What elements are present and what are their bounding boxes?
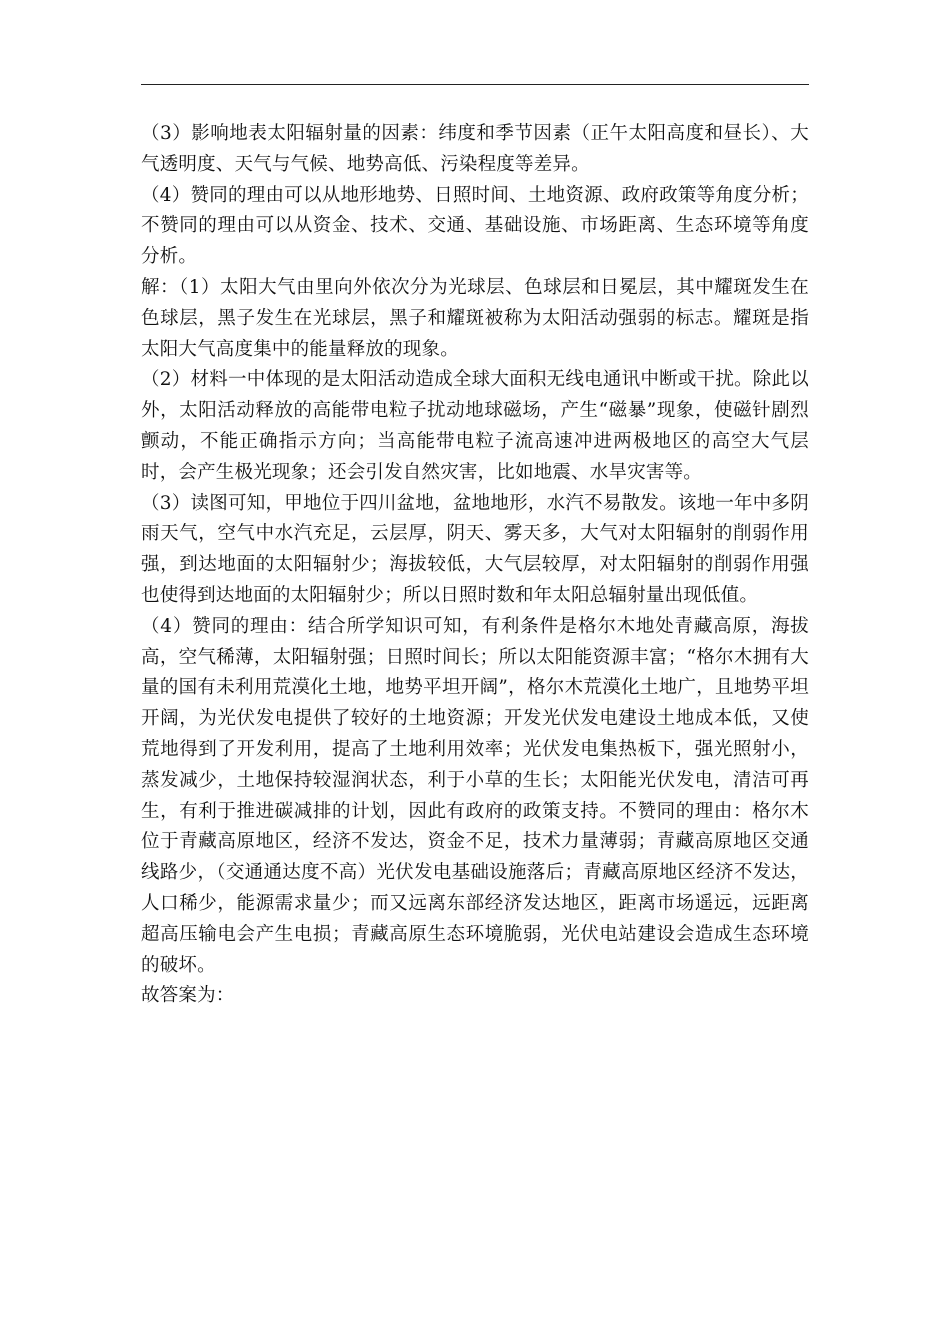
paragraph-solution-part1: 解：（1）太阳大气由里向外依次分为光球层、色球层和日冕层，其中耀斑发生在色球层，黑子发生在光球层，黑子和耀斑被称为太阳活动强弱的标志。耀斑是指太阳大气高度集中的能量释放的现象。	[141, 276, 809, 360]
document-body	[141, 119, 809, 1012]
paragraph-analysis-hint: （4）赞同的理由可以从地形地势、日照时间、土地资源、政府政策等角度分析；不赞同的理由可以从资金、技术、交通、基础设施、市场距离、生态环境等角度分析。	[141, 184, 809, 268]
paragraph-answer-label: 故答案为：	[141, 985, 235, 1007]
paragraph-solution-part3: （3）读图可知，甲地位于四川盆地，盆地地形，水汽不易散发。该地一年中多阴雨天气，空气中水汽充足，云层厚，阴天、雾天多，大气对太阳辐射的削弱作用强，到达地面的太阳辐射少；海拔较低，大气层较厚，对太阳辐射的削弱作用强也使得到达地面的太阳辐射少；所以日照时数和年太阳总辐射量出现低值。	[141, 492, 809, 606]
header-rule	[141, 84, 809, 85]
paragraph-solution-part4: （4）赞同的理由：结合所学知识可知，有利条件是格尔木地处青藏高原，海拔高，空气稀薄，太阳辐射强；日照时间长；所以太阳能资源丰富；“格尔木拥有大量的国有未利用荒漠化土地，地势平坦开阔”，格尔木荒漠化土地广，且地势平坦开阔，为光伏发电提供了较好的土地资源；开发光伏发电建设土地成本低，又使荒地得到了开发利用，提高了土地利用效率；光伏发电集热板下，强光照射小，蒸发减少，土地保持较湿润状态，利于小草的生长；太阳能光伏发电，清洁可再生，有利于推进碳减排的计划，因此有政府的政策支持。不赞同的理由：格尔木位于青藏高原地区，经济不发达，资金不足，技术力量薄弱；青藏高原地区交通线路少，（交通通达度不高）光伏发电基础设施落后；青藏高原地区经济不发达，人口稀少，能源需求量少；而又远离东部经济发达地区，距离市场遥远，远距离超高压输电会产生电损；青藏高原生态环境脆弱，光伏电站建设会造成生态环境的破坏。	[141, 615, 809, 976]
paragraph-factors-solar-radiation: （3）影响地表太阳辐射量的因素：纬度和季节因素（正午太阳高度和昼长）、大气透明度、天气与气候、地势高低、污染程度等差异。	[141, 123, 809, 175]
paragraph-solution-part2: （2）材料一中体现的是太阳活动造成全球大面积无线电通讯中断或干扰。除此以外，太阳活动释放的高能带电粒子扰动地球磁场，产生“磁暴”现象，使磁针剧烈颤动，不能正确指示方向；当高能带电粒子流高速冲进两极地区的高空大气层时，会产生极光现象；还会引发自然灾害，比如地震、水旱灾害等。	[141, 369, 809, 483]
